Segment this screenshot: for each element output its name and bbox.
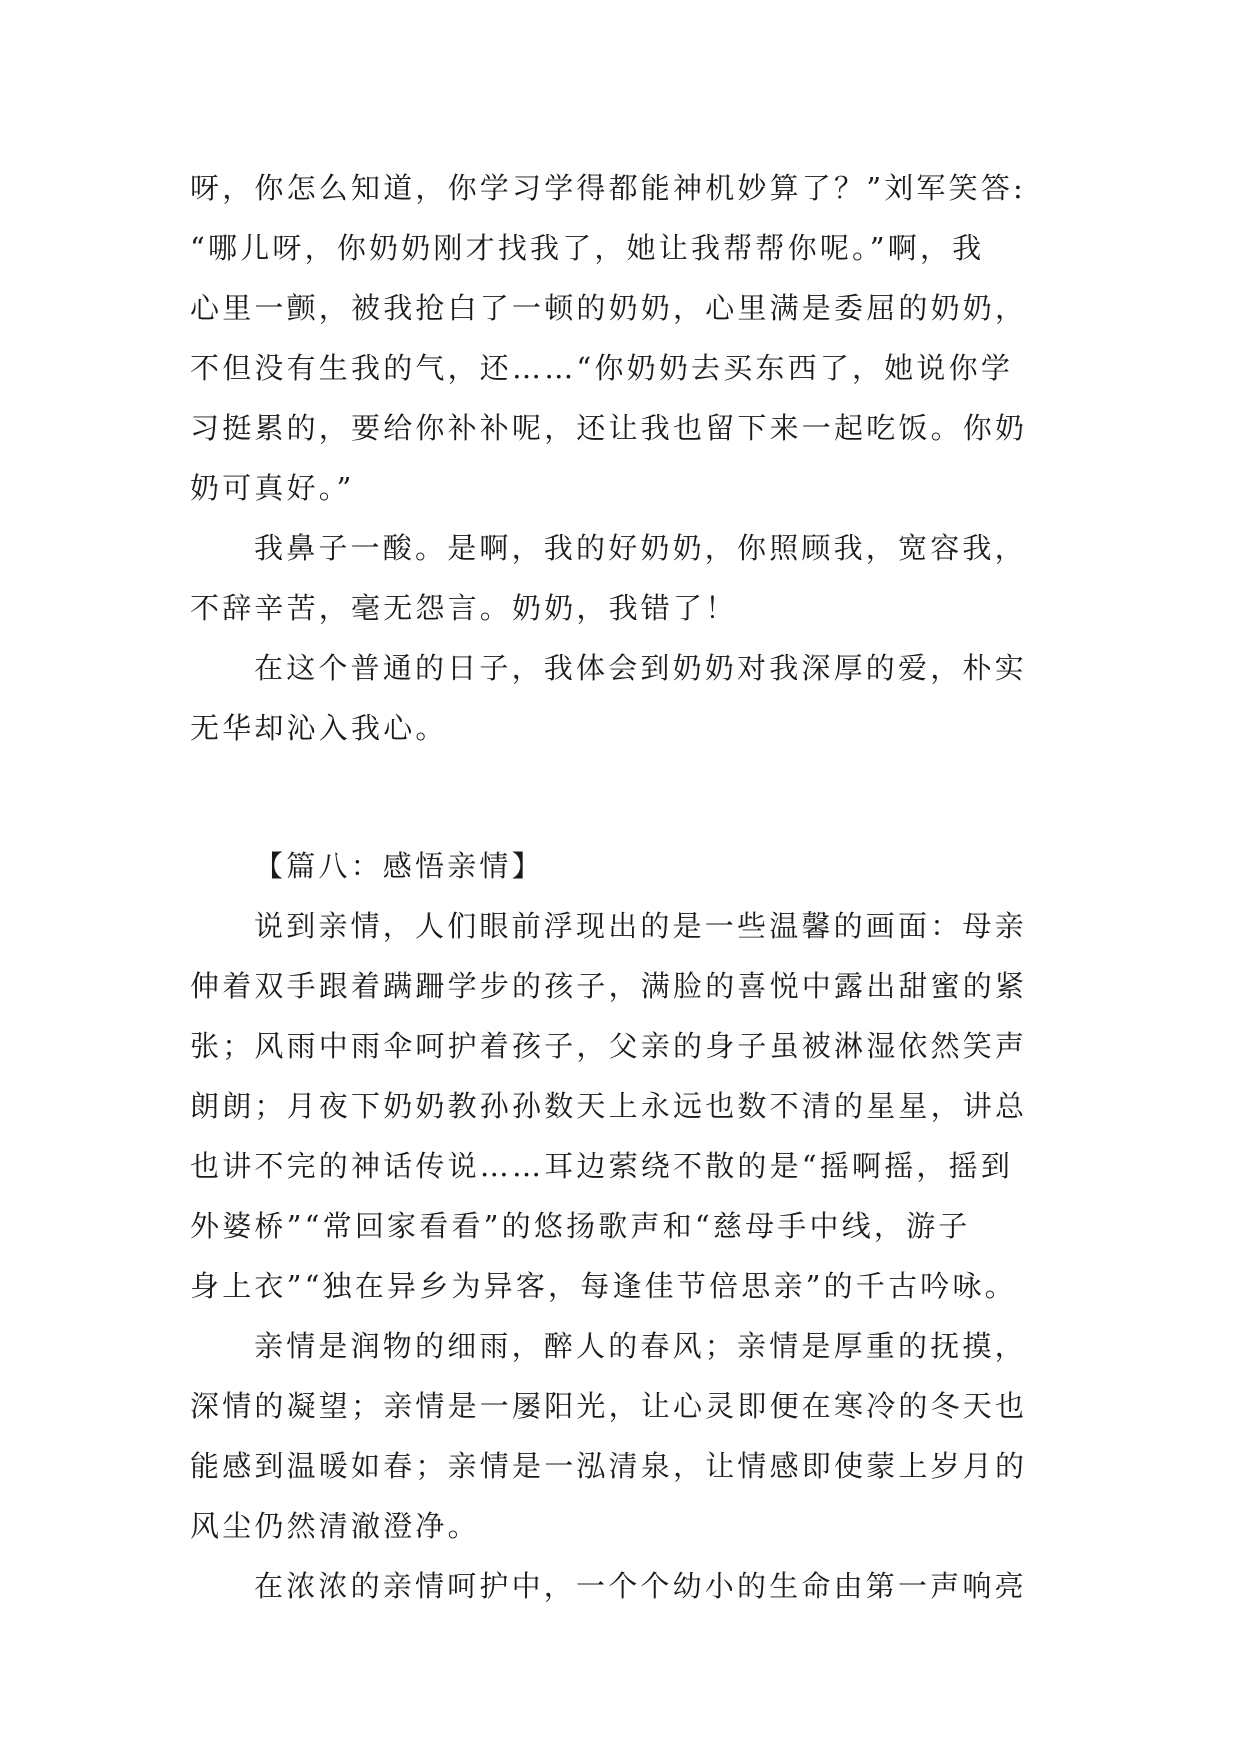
text-line: 我鼻子一酸。是啊，我的好奶奶，你照顾我，宽容我， xyxy=(254,531,1027,565)
document-page xyxy=(190,158,1060,1616)
text-line: 说到亲情，人们眼前浮现出的是一些温馨的画面：母亲 xyxy=(254,909,1027,943)
text-line: 外婆桥”“常回家看看”的悠扬歌声和“慈母手中线，游子 xyxy=(190,1209,971,1243)
text-line: 张；风雨中雨伞呵护着孩子，父亲的身子虽被淋湿依然笑声 xyxy=(190,1029,1028,1063)
text-line: 不辞辛苦，毫无怨言。奶奶，我错了！ xyxy=(190,591,738,625)
paragraph-5 xyxy=(190,1316,1060,1556)
paragraph-6 xyxy=(190,1556,1060,1616)
text-line: 风尘仍然清澈澄净。 xyxy=(190,1509,480,1543)
text-line: 呀，你怎么知道，你学习学得都能神机妙算了？”刘军笑答: xyxy=(190,171,1026,205)
text-line: 奶可真好。” xyxy=(190,471,355,505)
text-line: 伸着双手跟着蹒跚学步的孩子，满脸的喜悦中露出甜蜜的紧 xyxy=(190,969,1028,1003)
text-line: 也讲不完的神话传说……耳边萦绕不散的是“摇啊摇，摇到 xyxy=(190,1149,1014,1183)
text-line: 在这个普通的日子，我体会到奶奶对我深厚的爱，朴实 xyxy=(254,651,1027,685)
text-line: 朗朗；月夜下奶奶教孙孙数天上永远也数不清的星星，讲总 xyxy=(190,1089,1028,1123)
text-line: 在浓浓的亲情呵护中，一个个幼小的生命由第一声响亮 xyxy=(254,1569,1027,1603)
text-line: 深情的凝望；亲情是一屡阳光，让心灵即便在寒冷的冬天也 xyxy=(190,1389,1028,1423)
text-line: 无华却沁入我心。 xyxy=(190,711,448,745)
text-line: 亲情是润物的细雨，醉人的春风；亲情是厚重的抚摸， xyxy=(254,1329,1027,1363)
section-heading: 【篇八：感悟亲情】 xyxy=(254,849,544,883)
section-spacer xyxy=(190,758,1060,836)
text-line: 习挺累的，要给你补补呢，还让我也留下来一起吃饭。你奶 xyxy=(190,411,1028,445)
text-line: 身上衣”“独在异乡为异客，每逢佳节倍思亲”的千古吟咏。 xyxy=(190,1269,1017,1303)
text-line: 不但没有生我的气，还……“你奶奶去买东西了，她说你学 xyxy=(190,351,1014,385)
text-line: 能感到温暖如春；亲情是一泓清泉，让情感即使蒙上岁月的 xyxy=(190,1449,1028,1483)
paragraph-1 xyxy=(190,158,1060,518)
text-line: “哪儿呀，你奶奶刚才找我了，她让我帮帮你呢。”啊，我 xyxy=(190,231,985,265)
paragraph-4 xyxy=(190,896,1060,1316)
paragraph-2 xyxy=(190,518,1060,638)
paragraph-3 xyxy=(190,638,1060,758)
text-line: 心里一颤，被我抢白了一顿的奶奶，心里满是委屈的奶奶， xyxy=(190,291,1028,325)
